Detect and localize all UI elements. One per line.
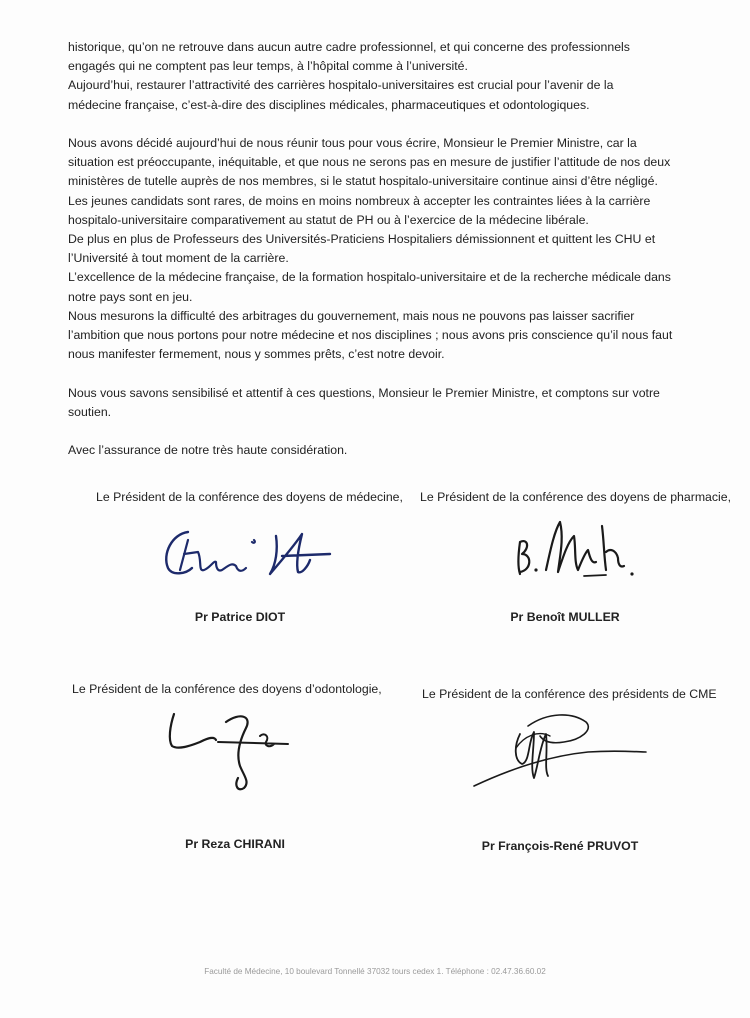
letter-line: médecine française, c’est-à-dire des disciplines médicales, pharmaceutiques et odontologiques. (68, 97, 590, 112)
signatory-odontologie (72, 682, 382, 696)
signatory-name: Pr Patrice DIOT (194, 610, 286, 624)
signatory-name: Pr Reza CHIRANI (185, 837, 285, 851)
letter-line: hospitalo-universitaire comparativement au statut de PH ou à l’exercice de la médecine libérale. (68, 212, 589, 227)
letter-line: Avec l’assurance de notre très haute considération. (68, 443, 348, 458)
letter-body (68, 38, 698, 460)
signatory-name: Pr François-René PRUVOT (481, 839, 639, 853)
letter-line: historique, qu’on ne retrouve dans aucun autre cadre professionnel, et qui concerne des professionnels (68, 40, 630, 54)
letter-line: De plus en plus de Professeurs des Universités-Praticiens Hospitaliers démissionnent et quittent les CHU et (68, 232, 656, 247)
paragraph-gap (68, 422, 698, 441)
signature-chirani (160, 706, 300, 796)
letter-line: ministères de tutelle auprès de nos membres, si le statut hospitalo-universitaire continue ainsi d’être négligé. (68, 174, 658, 189)
letter-line: nous manifester fermement, nous y sommes prêts, c’est notre devoir. (68, 347, 445, 362)
letter-line: situation est préoccupante, inéquitable, et que nous ne serons pas en mesure de justifier l’attitude de nos deux (68, 155, 671, 170)
signatory-name: Pr Benoît MULLER (510, 610, 620, 624)
letter-line: notre pays sont en jeu. (68, 289, 193, 304)
signature-pruvot (468, 706, 658, 796)
signatory-role: Le Président de la conférence des doyens d’odontologie, (72, 682, 382, 696)
signatory-cme (422, 687, 717, 701)
signatory-role: Le Président de la conférence des doyens de pharmacie, (420, 490, 732, 504)
signatory-pharmacie (420, 490, 731, 504)
signatory-medecine (96, 490, 403, 504)
letter-line: L’excellence de la médecine française, de la formation hospitalo-universitaire et de la recherche médicale dans (68, 270, 671, 285)
letter-line: soutien. (68, 404, 112, 419)
signatory-role: Le Président de la conférence des présidents de CME (422, 687, 717, 701)
letter-line: Nous mesurons la difficulté des arbitrages du gouvernement, mais nous ne pouvons pas laisser sacrifier (68, 308, 635, 323)
signature-muller (508, 512, 648, 587)
paragraph-gap (68, 364, 698, 383)
letter-line: Aujourd’hui, restaurer l’attractivité des carrières hospitalo-universitaires est crucial pour l’avenir de la (68, 78, 614, 93)
letter-line: Les jeunes candidats sont rares, de moins en moins nombreux à accepter les contraintes liées à la carrière (68, 193, 651, 208)
footer-address: Faculté de Médecine, 10 boulevard Tonnellé 37032 tours cedex 1. Téléphone : 02.47.36.60.02 (204, 967, 546, 976)
letter-line: l’Université à tout moment de la carrière. (68, 251, 289, 266)
letter-line: Nous vous savons sensibilisé et attentif à ces questions, Monsieur le Premier Ministre, et comptons sur votre (68, 385, 660, 400)
signature-diot (158, 520, 348, 590)
letter-line: Nous avons décidé aujourd’hui de nous réunir tous pour vous écrire, Monsieur le Premier Ministre, car la (68, 136, 637, 150)
letter-line: engagés qui ne comptent pas leur temps, à l’hôpital comme à l’université. (68, 59, 468, 74)
signatory-role: Le Président de la conférence des doyens de médecine, (96, 490, 403, 504)
letter-line: l’ambition que nous portons pour notre médecine et nos disciplines ; nous avons pris conscience qu’il nous faut (68, 328, 673, 343)
paragraph-gap (68, 115, 698, 134)
